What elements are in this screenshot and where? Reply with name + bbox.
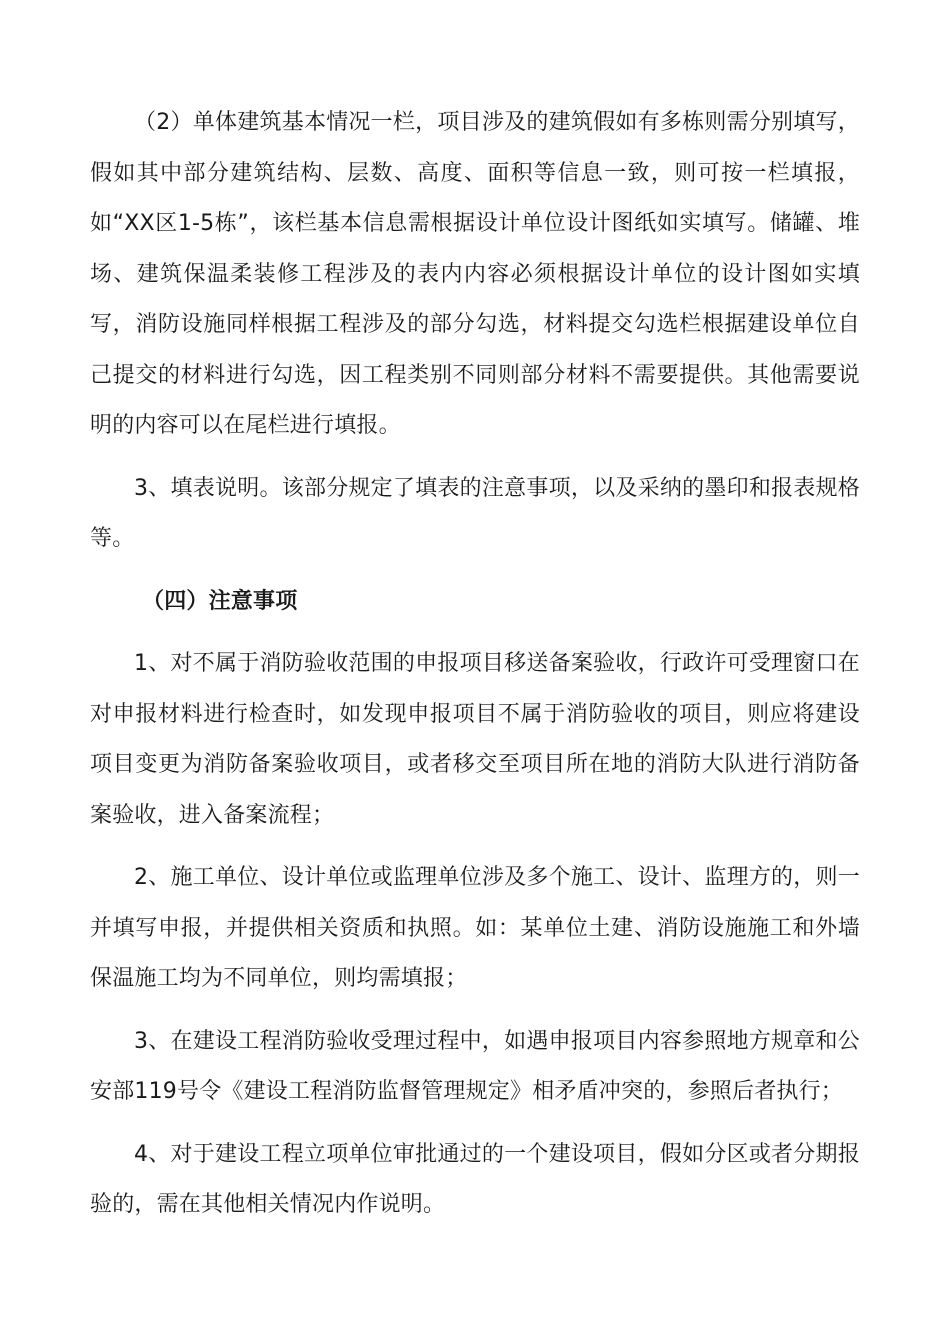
- section-heading-notes: （四）注意事项: [142, 588, 298, 614]
- paragraph-note-2: 2、施工单位、设计单位或监理单位涉及多个施工、设计、监理方的，则一并填写申报，并提供相关资质和执照。如：某单位土建、消防设施施工和外墙保温施工均为不同单位，则均需填报；: [90, 865, 860, 991]
- paragraph-building-info: （2）单体建筑基本情况一栏，项目涉及的建筑假如有多栋则需分别填写，假如其中部分建筑结构、层数、高度、面积等信息一致，则可按一栏填报，如“XX区1-5栋”，该栏基本信息需根据设计单位设计图纸如实填写。储罐、堆场、建筑保温柔装修工程涉及的表内内容必须根据设计单位的设计图如实填写，消防设施同样根据工程涉及的部分勾选，材料提交勾选栏根据建设单位自己提交的材料进行勾选，因工程类别不同则部分材料不需要提供。其他需要说明的内容可以在尾栏进行填报。: [90, 110, 860, 438]
- paragraph-form-instructions: 3、填表说明。该部分规定了填表的注意事项，以及采纳的墨印和报表规格等。: [90, 475, 860, 551]
- paragraph-note-1: 1、对不属于消防验收范围的申报项目移送备案验收，行政许可受理窗口在对申报材料进行检查时，如发现申报项目不属于消防验收的项目，则应将建设项目变更为消防备案验收项目，或者移交至项目所在地的消防大队进行消防备案验收，进入备案流程；: [90, 651, 860, 828]
- paragraph-note-4: 4、对于建设工程立项单位审批通过的一个建设项目，假如分区或者分期报验的，需在其他相关情况内作说明。: [90, 1141, 860, 1217]
- paragraph-note-3: 3、在建设工程消防验收受理过程中，如遇申报项目内容参照地方规章和公安部119号令《建设工程消防监督管理规定》相矛盾冲突的，参照后者执行；: [90, 1028, 860, 1104]
- document-page: [90, 98, 860, 1243]
